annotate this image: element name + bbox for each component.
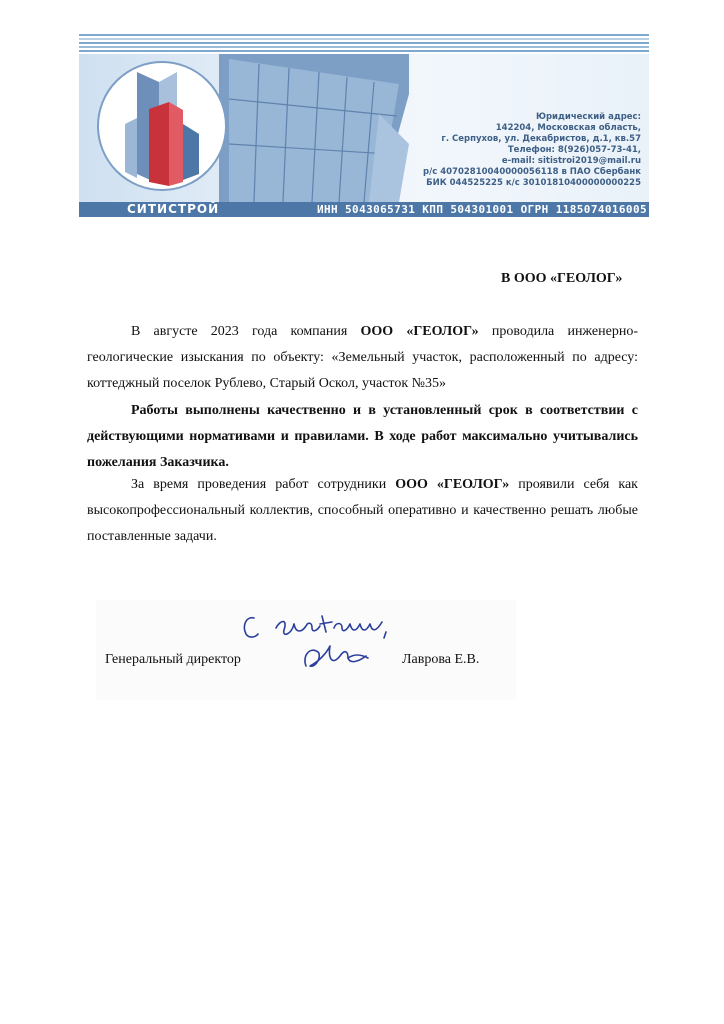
legal-address-block [341, 112, 641, 189]
header-stripes [79, 34, 649, 54]
phone-line: Телефон: 8(926)057-73-41, [507, 145, 641, 155]
registration-numbers: ИНН 5043065731 КПП 504301001 ОГРН 1185074016005 [316, 203, 647, 216]
p3-text-end: проявили себя как высокопрофессиональный коллектив, способный оперативно и качественно решать любые поставленные задачи. [87, 477, 638, 544]
signer-position: Генеральный директор [105, 652, 241, 667]
letterhead-hero [79, 54, 649, 202]
p1-text-start: В августе 2023 года компания [131, 324, 361, 339]
p2-text: Работы выполнены качественно и в установленный срок в соответствии с действующими нормативами и правилами. В ходе работ максимально учитывались пожелания Заказчика. [87, 403, 638, 470]
address-line: 142204, Московская область, [495, 123, 641, 133]
p1-text-end: проводила инженерно-геологические изыскания по объекту: «Земельный участок, расположенный по адресу: коттеджный поселок Рублево, Старый Оскол, участок №35» [87, 324, 638, 391]
paragraph-3 [87, 472, 638, 550]
company-name: ООО «ГЕОЛОГ» [360, 324, 479, 339]
address-line: Юридический адрес: [535, 112, 641, 122]
paragraph-1 [87, 319, 638, 397]
bank-account-line: р/с 40702810040000056118 в ПАО Сбербанк [423, 167, 641, 177]
recipient: В ООО «ГЕОЛОГ» [501, 271, 623, 286]
p3-text-start: За время проведения работ сотрудники [131, 477, 396, 492]
brand-name: СИТИСТРОЙ [127, 202, 220, 216]
bank-bik-line: БИК 044525225 к/с 30101810400000000225 [426, 178, 641, 188]
email-line: e-mail: sitistroi2019@mail.ru [501, 156, 641, 166]
signer-name: Лаврова Е.В. [402, 652, 480, 667]
company-name: ООО «ГЕОЛОГ» [395, 477, 510, 492]
letterhead-banner [79, 34, 649, 217]
address-line: г. Серпухов, ул. Декабристов, д.1, кв.57 [441, 134, 641, 144]
handwritten-signature [236, 606, 416, 678]
paragraph-2 [87, 398, 638, 476]
